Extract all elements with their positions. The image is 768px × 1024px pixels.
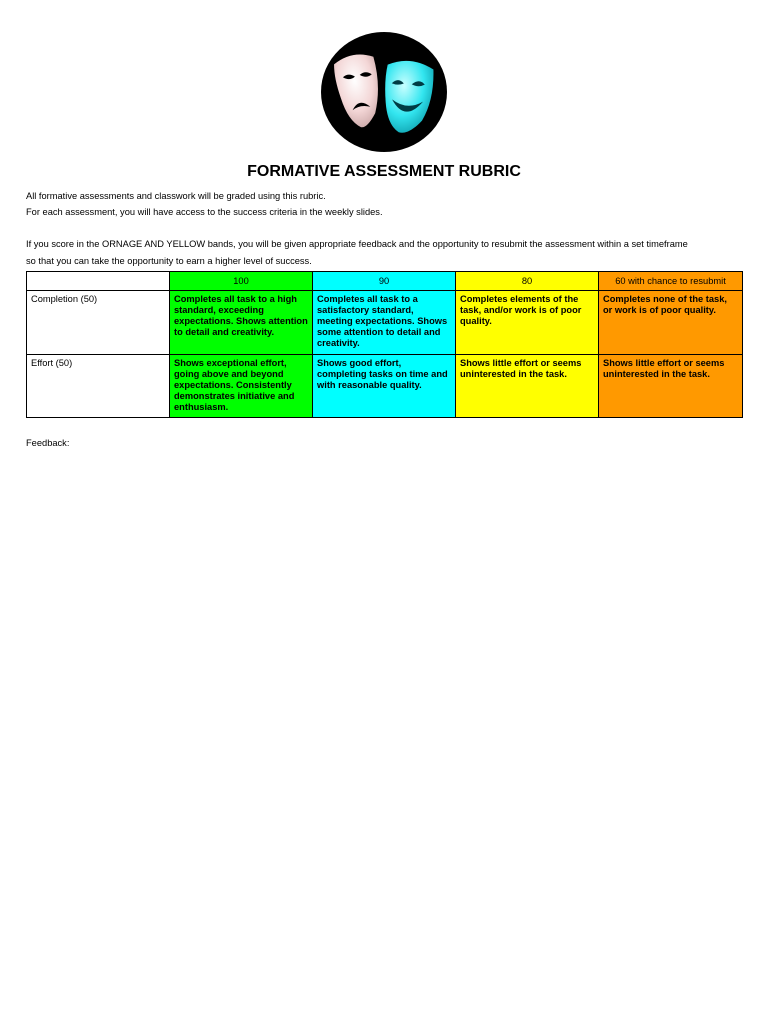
- header-band-90: 90: [313, 272, 456, 291]
- rubric-table: [26, 271, 743, 418]
- intro-line-2: For each assessment, you will have access to the success criteria in the weekly slides.: [26, 207, 383, 217]
- header-band-60: 60 with chance to resubmit: [599, 272, 743, 291]
- header-empty: [27, 272, 170, 291]
- completion-band-90: Completes all task to a satisfactory standard, meeting expectations. Shows some attention to detail and creativity.: [313, 291, 456, 355]
- intro-line-3: If you score in the ORNAGE AND YELLOW bands, you will be given appropriate feedback and the opportunity to resubmit the assessment within a set timeframe: [26, 239, 688, 249]
- row-label-effort: Effort (50): [27, 355, 170, 418]
- row-label-completion: Completion (50): [27, 291, 170, 355]
- rubric-row-completion: [27, 291, 743, 355]
- feedback-label: Feedback:: [26, 438, 70, 448]
- header-band-100: 100: [170, 272, 313, 291]
- effort-band-80: Shows little effort or seems uninterested in the task.: [456, 355, 599, 418]
- completion-band-100: Completes all task to a high standard, exceeding expectations. Shows attention to detail and creativity.: [170, 291, 313, 355]
- theatre-masks-icon: [320, 31, 448, 153]
- effort-band-90: Shows good effort, completing tasks on time and with reasonable quality.: [313, 355, 456, 418]
- header-band-80: 80: [456, 272, 599, 291]
- theatre-masks-logo: [320, 31, 448, 153]
- completion-band-60: Completes none of the task, or work is of poor quality.: [599, 291, 743, 355]
- intro-line-1: All formative assessments and classwork will be graded using this rubric.: [26, 191, 326, 201]
- rubric-row-effort: [27, 355, 743, 418]
- intro-line-4: so that you can take the opportunity to earn a higher level of success.: [26, 256, 312, 266]
- effort-band-100: Shows exceptional effort, going above and beyond expectations. Consistently demonstrates initiative and enthusiasm.: [170, 355, 313, 418]
- completion-band-80: Completes elements of the task, and/or work is of poor quality.: [456, 291, 599, 355]
- page-title: FORMATIVE ASSESSMENT RUBRIC: [247, 163, 521, 180]
- rubric-header-row: [27, 272, 743, 291]
- effort-band-60: Shows little effort or seems uninterested in the task.: [599, 355, 743, 418]
